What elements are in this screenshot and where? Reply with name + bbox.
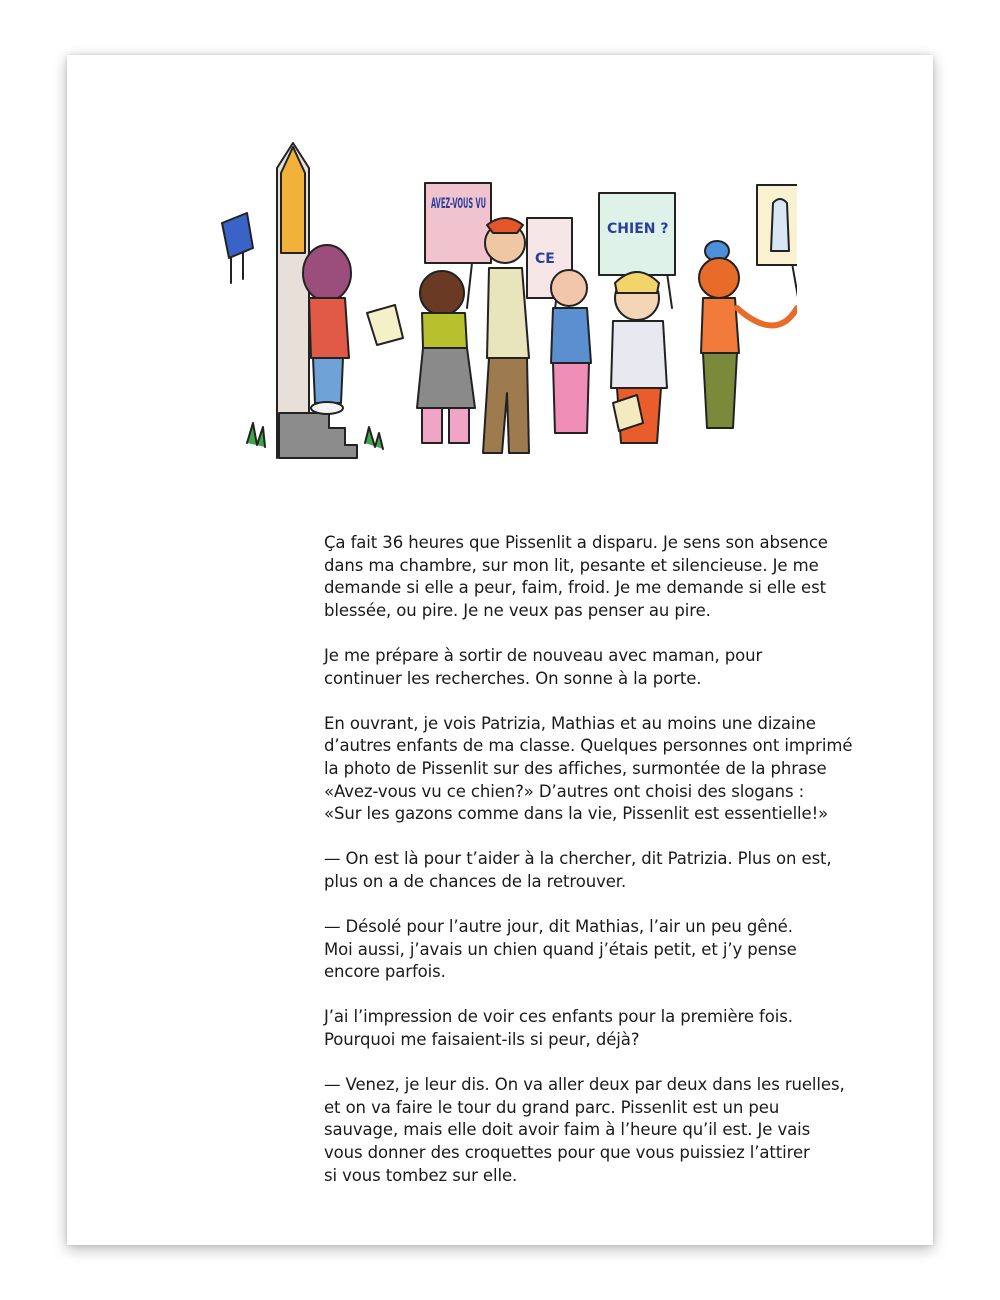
text-line: dans ma chambre, sur mon lit, pesante et silencieuse. Je me — [324, 555, 819, 575]
child-pink — [551, 270, 587, 306]
mailbox-icon — [222, 213, 253, 258]
grass-right — [365, 427, 383, 449]
paragraph-1 — [324, 532, 884, 622]
text-line: — On est là pour t’aider à la chercher, dit Patrizia. Plus on est, — [324, 849, 832, 869]
text-line: Je me prépare à sortir de nouveau avec maman, pour — [324, 645, 763, 665]
paragraph-2 — [324, 645, 884, 690]
text-line: continuer les recherches. On sonne à la porte. — [324, 668, 702, 688]
text-line: la photo de Pissenlit sur des affiches, surmontée de la phrase — [324, 758, 827, 778]
child-with-flyer — [420, 271, 464, 315]
paragraph-5 — [324, 916, 884, 984]
book-page — [67, 55, 933, 1245]
sign-avez-vous-vu — [425, 183, 491, 263]
text-line: J’ai l’impression de voir ces enfants pour la première fois. — [324, 1007, 793, 1027]
text-line: demande si elle a peur, faim, froid. Je me demande si elle est — [324, 578, 826, 598]
stairs — [279, 413, 357, 458]
text-line: d’autres enfants de ma classe. Quelques personnes ont imprimé — [324, 736, 853, 756]
text-line: «Avez-vous vu ce chien?» D’autres ont choisi des slogans : — [324, 781, 805, 801]
paragraph-3 — [324, 713, 884, 826]
sign-text-1: AVEZ-VOUS VU — [431, 196, 486, 212]
text-line: encore parfois. — [324, 962, 446, 982]
sign-text-2: CE — [535, 251, 555, 267]
text-line: «Sur les gazons comme dans la vie, Pissenlit est essentielle!» — [324, 804, 829, 824]
paragraph-4 — [324, 848, 884, 893]
sign-text-3: CHIEN ? — [607, 221, 669, 237]
paragraph-6 — [324, 1006, 884, 1051]
grass-left — [247, 423, 265, 447]
text-line: — Désolé pour l’autre jour, dit Mathias, l’air un peu gêné. — [324, 917, 793, 937]
text-line: En ouvrant, je vois Patrizia, Mathias et au moins une dizaine — [324, 713, 816, 733]
text-line: Moi aussi, j’avais un chien quand j’étais petit, et j’y pense — [324, 939, 797, 959]
children-protest-illustration — [217, 133, 797, 473]
text-line: et on va faire le tour du grand parc. Pissenlit est un peu — [324, 1097, 780, 1117]
text-line: Pourquoi me faisaient-ils si peur, déjà? — [324, 1030, 640, 1050]
text-line: sauvage, mais elle doit avoir faim à l’heure qu’il est. Je vais — [324, 1120, 811, 1140]
text-line: si vous tombez sur elle. — [324, 1165, 518, 1185]
paragraph-7 — [324, 1074, 884, 1187]
text-line: Ça fait 36 heures que Pissenlit a disparu. Je sens son absence — [324, 533, 828, 552]
text-line: — Venez, je leur dis. On va aller deux par deux dans les ruelles, — [324, 1075, 845, 1095]
text-line: blessée, ou pire. Je ne veux pas penser au pire. — [324, 600, 711, 620]
girl-at-door — [303, 245, 351, 301]
story-text — [324, 532, 884, 1210]
text-line: plus on a de chances de la retrouver. — [324, 871, 627, 891]
child-orange — [699, 258, 739, 298]
text-line: vous donner des croquettes pour que vous puissiez l’attirer — [324, 1143, 810, 1163]
